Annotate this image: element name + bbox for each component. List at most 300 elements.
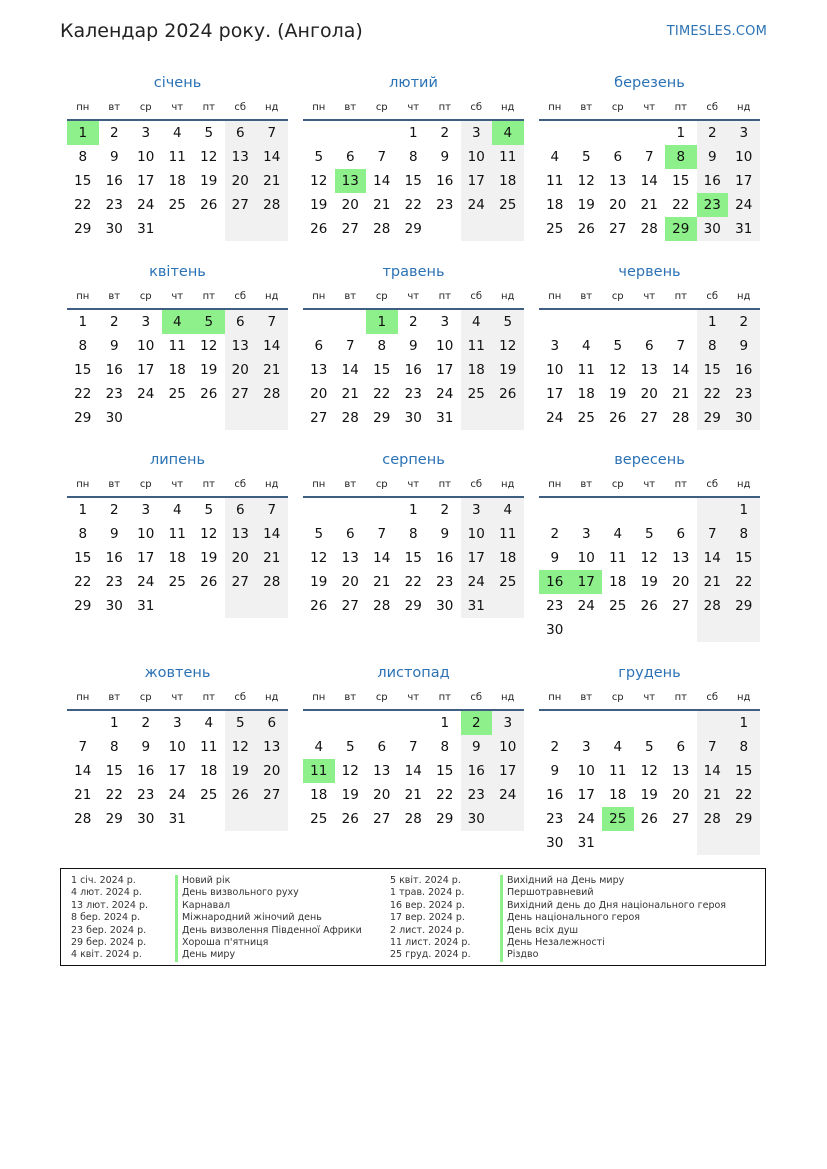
day-cell: 15 (404, 173, 422, 189)
day-cell: 8 (697, 334, 729, 358)
day-cell: 29 (697, 406, 729, 430)
day-cell: 23 (461, 783, 493, 807)
day-cell: 23 (137, 787, 155, 803)
day-cell: 11 (609, 550, 627, 566)
day-cell: 10 (168, 739, 186, 755)
day-cell: 27 (256, 783, 288, 807)
day-cell: 2 (728, 310, 760, 334)
month-block (67, 450, 288, 618)
day-cell: 26 (577, 221, 595, 237)
weekday-label: нд (737, 101, 751, 113)
day-cell: 12 (341, 763, 359, 779)
day-cell: 17 (461, 169, 493, 193)
day-cell: 10 (137, 338, 155, 354)
legend-left-dates (71, 875, 148, 962)
day-cell: 9 (440, 526, 450, 542)
day-cell: 19 (200, 173, 218, 189)
day-cell: 22 (404, 574, 422, 590)
day-cell: 14 (256, 334, 288, 358)
day-cell: 5 (314, 526, 324, 542)
day-cell: 19 (310, 574, 328, 590)
day-cell: 16 (105, 550, 123, 566)
empty-cell (225, 594, 257, 618)
day-cell: 20 (373, 787, 391, 803)
weekday-label: вт (344, 691, 357, 703)
day-cell: 7 (377, 149, 387, 165)
empty-cell (602, 310, 634, 334)
weekday-label: пн (312, 290, 326, 302)
empty-cell (492, 594, 524, 618)
day-cell: 15 (436, 763, 454, 779)
day-cell: 16 (697, 169, 729, 193)
day-cell: 19 (640, 574, 658, 590)
day-cell: 16 (546, 787, 564, 803)
legend-date: 13 лют. 2024 р. (71, 899, 148, 911)
day-cell: 7 (676, 338, 686, 354)
weekday-label: пн (548, 478, 562, 490)
day-cell: 12 (310, 173, 328, 189)
day-cell: 13 (256, 735, 288, 759)
day-cell: 19 (310, 197, 328, 213)
day-cell: 28 (697, 594, 729, 618)
day-cell: 16 (105, 362, 123, 378)
day-cell: 6 (225, 121, 257, 145)
empty-cell (429, 217, 461, 241)
day-cell: 8 (728, 522, 760, 546)
weekday-label: вт (344, 478, 357, 490)
day-cell: 23 (436, 197, 454, 213)
day-cell: 19 (200, 550, 218, 566)
weekday-label: пт (438, 691, 451, 703)
day-cell: 13 (672, 763, 690, 779)
month-block (303, 663, 524, 831)
day-cell: 22 (436, 787, 454, 803)
weekday-label: вт (108, 691, 121, 703)
day-cell: 31 (436, 410, 454, 426)
day-cell: 17 (461, 546, 493, 570)
legend-holiday-name: Вихідний на День миру (500, 875, 726, 887)
day-cell: 10 (461, 522, 493, 546)
empty-cell (634, 498, 666, 522)
day-cell: 5 (345, 739, 355, 755)
empty-cell (303, 711, 335, 735)
day-cell: 28 (373, 598, 391, 614)
day-cell: 28 (373, 221, 391, 237)
empty-cell (303, 121, 335, 145)
day-cell: 21 (256, 169, 288, 193)
weekday-label: ср (611, 691, 624, 703)
empty-cell (225, 217, 257, 241)
day-cell: 21 (672, 386, 690, 402)
empty-cell (256, 217, 288, 241)
day-cell: 29 (404, 598, 422, 614)
holiday-day: 5 (193, 310, 225, 334)
weekday-label: чт (643, 691, 656, 703)
holiday-day: 16 (539, 570, 571, 594)
day-grid (539, 711, 760, 855)
day-grid (303, 711, 524, 831)
day-cell: 28 (256, 570, 288, 594)
day-cell: 30 (728, 406, 760, 430)
weekday-label: пн (76, 290, 90, 302)
day-cell: 2 (109, 314, 119, 330)
day-cell: 19 (577, 197, 595, 213)
day-cell: 20 (672, 787, 690, 803)
day-cell: 11 (492, 522, 524, 546)
day-cell: 28 (672, 410, 690, 426)
weekday-label: ср (139, 290, 152, 302)
day-cell: 15 (105, 763, 123, 779)
empty-cell (366, 498, 398, 522)
day-cell: 4 (461, 310, 493, 334)
weekday-label: чт (407, 290, 420, 302)
day-cell: 12 (200, 526, 218, 542)
day-cell: 4 (314, 739, 324, 755)
legend-holiday-name: Міжнародний жіночий день (175, 912, 362, 924)
empty-cell (162, 406, 194, 430)
day-cell: 6 (613, 149, 623, 165)
day-cell: 18 (168, 550, 186, 566)
empty-cell (303, 310, 335, 334)
month-name: лютий (389, 75, 438, 91)
day-cell: 24 (461, 570, 493, 594)
day-cell: 25 (461, 382, 493, 406)
weekday-label: вт (108, 290, 121, 302)
weekday-label: вт (580, 691, 593, 703)
day-cell: 14 (373, 550, 391, 566)
day-cell: 29 (373, 410, 391, 426)
day-cell: 1 (408, 502, 418, 518)
empty-cell (225, 807, 257, 831)
month-block (303, 262, 524, 430)
weekday-label: пн (312, 101, 326, 113)
day-cell: 21 (74, 787, 92, 803)
day-cell: 18 (492, 169, 524, 193)
empty-cell (539, 711, 571, 735)
day-cell: 28 (256, 382, 288, 406)
month-name: червень (618, 264, 681, 280)
day-cell: 14 (74, 763, 92, 779)
holiday-day: 1 (67, 121, 99, 145)
day-cell: 5 (225, 711, 257, 735)
day-cell: 11 (168, 338, 186, 354)
day-cell: 25 (492, 570, 524, 594)
day-cell: 5 (314, 149, 324, 165)
day-cell: 3 (581, 526, 591, 542)
empty-cell (571, 121, 603, 145)
weekday-label: сб (234, 101, 247, 113)
month-name: серпень (382, 452, 445, 468)
month-name: травень (382, 264, 445, 280)
day-cell: 14 (672, 362, 690, 378)
day-cell: 10 (436, 338, 454, 354)
day-cell: 18 (461, 358, 493, 382)
day-cell: 6 (676, 526, 686, 542)
month-block (303, 73, 524, 241)
day-cell: 17 (728, 169, 760, 193)
month-block (67, 262, 288, 430)
day-cell: 23 (728, 382, 760, 406)
empty-cell (665, 310, 697, 334)
day-cell: 16 (728, 358, 760, 382)
day-cell: 31 (728, 217, 760, 241)
month-block (539, 663, 760, 855)
day-cell: 23 (436, 574, 454, 590)
day-cell: 17 (137, 173, 155, 189)
legend-date: 2 лист. 2024 р. (390, 924, 465, 936)
empty-cell (697, 618, 729, 642)
weekday-label: сб (706, 478, 719, 490)
weekday-label: чт (643, 101, 656, 113)
weekday-label: вт (344, 101, 357, 113)
legend-date: 1 трав. 2024 р. (390, 887, 465, 899)
weekday-label: пн (312, 691, 326, 703)
legend-holiday-name: День визволення Південної Африки (175, 925, 362, 937)
weekday-label: сб (470, 478, 483, 490)
day-cell: 5 (204, 125, 214, 141)
empty-cell (539, 310, 571, 334)
day-cell: 11 (492, 145, 524, 169)
day-cell: 6 (644, 338, 654, 354)
day-cell: 19 (640, 787, 658, 803)
weekday-label: пт (202, 478, 215, 490)
day-grid (303, 498, 524, 618)
day-cell: 6 (377, 739, 387, 755)
weekday-label: пт (438, 101, 451, 113)
day-cell: 11 (577, 362, 595, 378)
day-cell: 25 (168, 386, 186, 402)
brand-link[interactable]: TIMESLES.COM (666, 24, 767, 39)
day-cell: 26 (200, 386, 218, 402)
day-cell: 11 (609, 763, 627, 779)
day-cell: 26 (640, 598, 658, 614)
day-cell: 3 (461, 121, 493, 145)
day-cell: 25 (577, 410, 595, 426)
day-cell: 2 (440, 502, 450, 518)
day-cell: 9 (408, 338, 418, 354)
day-cell: 12 (640, 550, 658, 566)
holiday-day: 8 (665, 145, 697, 169)
empty-cell (130, 406, 162, 430)
day-cell: 10 (461, 145, 493, 169)
day-cell: 2 (550, 739, 560, 755)
weekday-label: пт (674, 478, 687, 490)
weekday-label: ср (611, 478, 624, 490)
empty-cell (225, 406, 257, 430)
weekday-label: пт (674, 101, 687, 113)
legend-holiday-name: День визвольного руху (175, 887, 362, 899)
weekday-label: сб (234, 290, 247, 302)
day-cell: 25 (310, 811, 328, 827)
legend-date: 4 квіт. 2024 р. (71, 949, 142, 961)
legend-holiday-name: День миру (175, 949, 362, 961)
day-cell: 21 (697, 570, 729, 594)
weekday-label: ср (375, 101, 388, 113)
day-cell: 5 (204, 502, 214, 518)
day-cell: 19 (609, 386, 627, 402)
empty-cell (602, 831, 634, 855)
day-cell: 15 (728, 546, 760, 570)
day-cell: 18 (609, 574, 627, 590)
day-cell: 30 (404, 410, 422, 426)
empty-cell (728, 618, 760, 642)
day-cell: 17 (168, 763, 186, 779)
day-cell: 10 (137, 526, 155, 542)
day-cell: 3 (141, 125, 151, 141)
day-cell: 3 (581, 739, 591, 755)
weekday-label: вт (108, 478, 121, 490)
empty-cell (366, 121, 398, 145)
empty-cell (492, 217, 524, 241)
day-cell: 23 (105, 197, 123, 213)
legend-holiday-name: Хороша п'ятниця (175, 937, 362, 949)
day-cell: 26 (341, 811, 359, 827)
legend-date: 1 січ. 2024 р. (71, 875, 136, 886)
day-cell: 2 (141, 715, 151, 731)
day-cell: 25 (546, 221, 564, 237)
holiday-day: 4 (162, 310, 194, 334)
empty-cell (335, 121, 367, 145)
day-cell: 9 (109, 149, 119, 165)
day-cell: 12 (225, 735, 257, 759)
day-cell: 17 (577, 787, 595, 803)
weekday-label: ср (375, 691, 388, 703)
day-cell: 31 (577, 835, 595, 851)
day-cell: 31 (137, 221, 155, 237)
day-cell: 2 (109, 502, 119, 518)
day-cell: 4 (581, 338, 591, 354)
day-cell: 5 (644, 739, 654, 755)
empty-cell (571, 711, 603, 735)
weekday-header (539, 475, 760, 493)
day-grid (303, 121, 524, 241)
day-cell: 14 (256, 145, 288, 169)
weekday-label: нд (737, 290, 751, 302)
weekday-label: нд (501, 290, 515, 302)
day-cell: 30 (697, 217, 729, 241)
weekday-label: пн (76, 101, 90, 113)
day-cell: 1 (109, 715, 119, 731)
day-cell: 26 (310, 598, 328, 614)
day-cell: 15 (74, 550, 92, 566)
day-cell: 24 (492, 783, 524, 807)
day-cell: 10 (546, 362, 564, 378)
day-cell: 13 (225, 522, 257, 546)
day-cell: 3 (461, 498, 493, 522)
day-cell: 3 (141, 502, 151, 518)
day-cell: 13 (341, 550, 359, 566)
weekday-label: нд (265, 478, 279, 490)
day-cell: 19 (492, 358, 524, 382)
day-cell: 7 (408, 739, 418, 755)
empty-cell (539, 498, 571, 522)
day-cell: 21 (256, 546, 288, 570)
day-cell: 13 (225, 334, 257, 358)
weekday-label: чт (643, 290, 656, 302)
day-cell: 27 (373, 811, 391, 827)
weekday-label: пт (438, 290, 451, 302)
day-cell: 19 (200, 362, 218, 378)
day-cell: 4 (613, 739, 623, 755)
day-cell: 8 (728, 735, 760, 759)
day-cell: 29 (436, 811, 454, 827)
day-cell: 13 (310, 362, 328, 378)
day-cell: 28 (697, 807, 729, 831)
weekday-label: ср (611, 290, 624, 302)
empty-cell (303, 498, 335, 522)
legend-left-names (175, 875, 362, 962)
day-grid (67, 121, 288, 241)
day-cell: 27 (225, 570, 257, 594)
day-cell: 29 (74, 221, 92, 237)
month-block (303, 450, 524, 618)
empty-cell (665, 711, 697, 735)
empty-cell (602, 498, 634, 522)
weekday-label: пт (438, 478, 451, 490)
day-grid (303, 310, 524, 430)
day-cell: 8 (408, 149, 418, 165)
empty-cell (461, 217, 493, 241)
day-cell: 6 (345, 149, 355, 165)
empty-cell (256, 594, 288, 618)
day-cell: 9 (109, 338, 119, 354)
weekday-label: чт (171, 691, 184, 703)
empty-cell (571, 618, 603, 642)
weekday-label: ср (375, 290, 388, 302)
day-cell: 6 (225, 498, 257, 522)
day-cell: 14 (697, 759, 729, 783)
empty-cell (193, 406, 225, 430)
day-cell: 25 (200, 787, 218, 803)
weekday-header (67, 98, 288, 116)
empty-cell (335, 711, 367, 735)
day-cell: 30 (546, 622, 564, 638)
empty-cell (634, 121, 666, 145)
day-cell: 16 (436, 173, 454, 189)
day-cell: 9 (550, 550, 560, 566)
weekday-label: сб (470, 290, 483, 302)
day-cell: 2 (408, 314, 418, 330)
day-cell: 16 (404, 362, 422, 378)
empty-cell (634, 711, 666, 735)
weekday-label: чт (171, 101, 184, 113)
day-cell: 20 (341, 197, 359, 213)
day-cell: 1 (408, 125, 418, 141)
legend-date: 11 лист. 2024 р. (390, 936, 471, 948)
weekday-label: пн (548, 691, 562, 703)
day-cell: 24 (577, 811, 595, 827)
day-cell: 24 (461, 193, 493, 217)
legend-date: 25 груд. 2024 р. (390, 949, 471, 961)
day-cell: 10 (137, 149, 155, 165)
day-cell: 21 (373, 197, 391, 213)
day-cell: 26 (225, 783, 257, 807)
holiday-day: 25 (602, 807, 634, 831)
weekday-label: нд (501, 691, 515, 703)
day-cell: 23 (404, 386, 422, 402)
day-cell: 12 (200, 338, 218, 354)
day-cell: 24 (577, 598, 595, 614)
weekday-label: пн (76, 691, 90, 703)
weekday-label: ср (139, 101, 152, 113)
day-cell: 30 (546, 835, 564, 851)
day-cell: 1 (728, 498, 760, 522)
day-cell: 12 (492, 334, 524, 358)
day-cell: 27 (672, 598, 690, 614)
day-cell: 4 (172, 125, 182, 141)
day-cell: 1 (676, 125, 686, 141)
day-cell: 12 (310, 550, 328, 566)
